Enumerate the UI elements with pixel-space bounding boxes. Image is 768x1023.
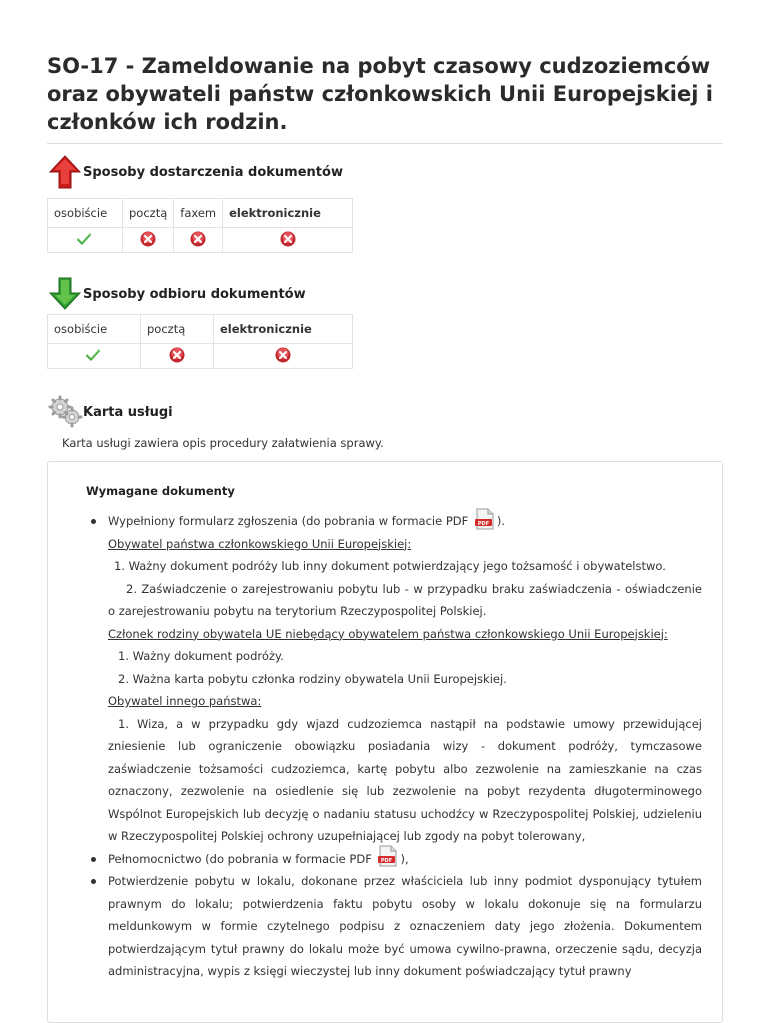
pickup-col-electronic: elektronicznie [214, 315, 353, 344]
service-card-intro: Karta usługi zawiera opis procedury załatwienia sprawy. [62, 436, 384, 450]
other-citizen-heading: Obywatel innego państwa: [108, 694, 262, 708]
family-member-heading: Członek rodziny obywatela UE niebędący obywatelem państwa członkowskiego Unii Europejskiej: [108, 626, 668, 641]
delivery-table [47, 198, 353, 253]
cross-icon [275, 347, 291, 363]
cross-icon [140, 231, 156, 247]
gears-icon [47, 394, 83, 430]
check-icon [86, 347, 102, 363]
required-documents-list [108, 510, 702, 983]
pdf-download-icon[interactable] [377, 845, 399, 867]
list-item: Wypełniony formularz zgłoszenia (do pobrania w formacie PDF PDF ). [108, 510, 702, 533]
pickup-col-personal: osobiście [48, 315, 141, 344]
green-down-arrow-icon [47, 276, 83, 312]
page-title: SO-17 - Zameldowanie na pobyt czasowy cudzoziemców oraz obywateli państw członkowskich Unii Europejskiej i członków ich rodzin. [47, 54, 713, 134]
check-icon [77, 231, 93, 247]
cross-icon [169, 347, 185, 363]
pickup-status-row [48, 344, 353, 369]
delivery-header-row [48, 199, 353, 228]
list-item: Potwierdzenie pobytu w lokalu, dokonane przez właściciela lub inny podmiot dysponujący tytułem prawnym do lokalu; potwierdzenia faktu pobytu osoby w lokalu dokonuje się na formularzu meldunkowym w formie czytelnego podpisu z oznaczeniem daty jego złożenia. Dokumentem potwierdzającym tytuł prawny do lokalu może być umowa cywilno-prawna, orzeczenie sądu, decyzja administracyjna, wypis z księgi wieczystej lub inny dokument poświadczający tytuł prawny [108, 870, 702, 983]
delivery-heading: Sposoby dostarczenia dokumentów [83, 164, 343, 180]
pickup-heading: Sposoby odbioru dokumentów [83, 286, 306, 302]
required-documents-card [47, 461, 723, 1023]
delivery-col-electronic: elektronicznie [223, 199, 353, 228]
list-item: Pełnomocnictwo (do pobrania w formacie PDF PDF ), [108, 848, 702, 871]
delivery-col-personal: osobiście [48, 199, 123, 228]
title-divider [47, 143, 723, 144]
svg-text:PDF: PDF [381, 857, 393, 864]
cross-icon [280, 231, 296, 247]
family-member-doc-2: 2. Ważna karta pobytu członka rodziny obywatela Unii Europejskiej. [118, 671, 507, 686]
eu-citizen-doc-1: 1. Ważny dokument podróży lub inny dokument potwierdzający jego tożsamość i obywatelstwo. [114, 559, 666, 573]
cross-icon [190, 231, 206, 247]
eu-citizen-heading: Obywatel państwa członkowskiego Unii Europejskiej: [108, 536, 412, 551]
other-citizen-doc-1: 1. Wiza, a w przypadku gdy wjazd cudzoziemca nastąpił na podstawie umowy przewidującej zniesienie lub ograniczenie obowiązku posiadania wizy - dokument podróży, tymczasowe zaświadczenie tożsamości cudzoziemca, kartę pobytu albo zezwolenie na zamieszkanie na czas oznaczony, zezwolenie na osiedlenie się lub zezwolenie na pobyt rezydenta długoterminowego Wspólnot Europejskich lub decyzję o nadaniu statusu uchodźcy w Rzeczypospolitej Polskiej, udzieleniu w Rzeczypospolitej Polskiej ochrony uzupełniającej lub zgody na pobyt tolerowany, [108, 716, 702, 843]
pickup-table [47, 314, 353, 369]
required-documents-title: Wymagane dokumenty [86, 484, 235, 498]
pickup-section-heading [47, 276, 306, 312]
red-up-arrow-icon [47, 154, 83, 190]
pickup-header-row [48, 315, 353, 344]
service-card-title: Karta usługi [83, 404, 173, 420]
family-member-doc-1: 1. Ważny dokument podróży. [118, 649, 284, 663]
delivery-col-fax: faxem [174, 199, 223, 228]
pickup-col-post: pocztą [141, 315, 214, 344]
delivery-section-heading [47, 154, 343, 190]
svg-text:PDF: PDF [477, 520, 490, 527]
eu-citizen-doc-2: 2. Zaświadczenie o zarejestrowaniu pobytu lub - w przypadku braku zaświadczenia - oświadczenie o zarejestrowaniu pobytu na terytorium Rzeczypospolitej Polskiej. [108, 581, 702, 618]
delivery-status-row [48, 228, 353, 253]
delivery-col-post: pocztą [123, 199, 174, 228]
service-card-heading [47, 394, 173, 430]
pdf-download-icon[interactable] [474, 508, 496, 530]
